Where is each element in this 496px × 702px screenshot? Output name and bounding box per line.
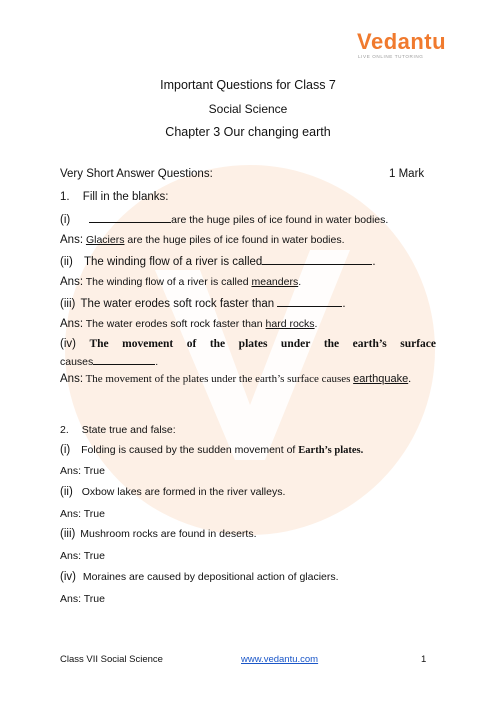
- q1-item-2: (ii) The winding flow of a river is called .: [60, 256, 376, 268]
- q2-item-1-label: (i): [60, 444, 71, 456]
- q1-item-3-answer: Ans: The water erodes soft rock faster than hard rocks.: [60, 318, 318, 330]
- q2-heading: [60, 424, 176, 436]
- answer-prefix: Ans:: [60, 276, 84, 288]
- q2-item-2-label: (ii): [60, 486, 73, 498]
- question-word: surface: [400, 338, 436, 350]
- chapter-title: Chapter 3 Our changing earth: [165, 125, 331, 139]
- vedantu-logo: [357, 29, 447, 63]
- answer-keyword: hard rocks: [265, 318, 315, 330]
- answer-text: The winding flow of a river is called: [85, 276, 249, 288]
- q2-item-4-label: (iv): [60, 571, 76, 583]
- q2-title: State true and false:: [81, 424, 176, 436]
- q1-item-2-answer: Ans: The winding flow of a river is called meanders.: [60, 276, 302, 288]
- fill-blank: [277, 296, 342, 307]
- q1-item-3: (iii) The water erodes soft rock faster than .: [60, 298, 346, 310]
- logo-tagline: LIVE ONLINE TUTORING: [358, 54, 424, 59]
- q1-item-4-label: (iv): [60, 338, 76, 350]
- q2-number: 2.: [60, 424, 69, 436]
- answer-prefix: Ans:: [60, 373, 84, 385]
- fill-blank: [93, 354, 155, 365]
- q2-item-1: [60, 444, 363, 456]
- answer-prefix: Ans:: [60, 234, 84, 246]
- q1-item-3-question: The water erodes soft rock faster than: [80, 298, 275, 310]
- question-word: the: [323, 338, 340, 350]
- q2-item-1-question: Folding is caused by the sudden movement of: [81, 444, 296, 456]
- subject-title: Social Science: [208, 102, 288, 116]
- answer-text: The water erodes soft rock faster than: [85, 318, 263, 330]
- fill-blank: [89, 212, 171, 223]
- answer-keyword: earthquake: [353, 373, 409, 385]
- logo-wordmark: Vedantu: [357, 29, 447, 54]
- question-word: the: [209, 338, 226, 350]
- fill-blank: [262, 254, 372, 265]
- answer-keyword: Glaciers: [85, 234, 125, 246]
- q2-item-3-label: (iii): [60, 528, 76, 540]
- q2-item-4: [60, 571, 339, 583]
- q1-item-1-question: are the huge piles of ice found in water bodies.: [171, 214, 389, 226]
- question-word: The: [89, 338, 109, 350]
- q2-item-3-question: Mushroom rocks are found in deserts.: [80, 528, 257, 540]
- q1-title: Fill in the blanks:: [82, 191, 169, 203]
- section-marks: 1 Mark: [389, 168, 425, 180]
- answer-text: are the huge piles of ice found in water bodies.: [127, 234, 345, 246]
- question-word: earth’s: [352, 338, 387, 350]
- q2-item-4-answer: Ans: True: [60, 593, 105, 605]
- answer-prefix: Ans:: [60, 318, 84, 330]
- q2-item-4-question: Moraines are caused by depositional action of glaciers.: [82, 571, 339, 583]
- question-word: of: [186, 338, 197, 350]
- document-title: Important Questions for Class 7: [160, 78, 336, 92]
- question-word: under: [280, 338, 311, 350]
- page-number: 1: [421, 654, 427, 665]
- q1-item-4-question-tail: causes: [60, 356, 94, 368]
- q1-item-2-label: (ii): [60, 256, 73, 268]
- footer-class-label: Class VII Social Science: [60, 654, 163, 665]
- q1-item-4-continued: causes .: [60, 356, 159, 368]
- q1-item-1-answer: [60, 234, 345, 246]
- question-word: plates: [238, 338, 268, 350]
- q1-number: 1.: [60, 191, 70, 203]
- answer-keyword: meanders: [251, 276, 299, 288]
- section-heading: Very Short Answer Questions:: [60, 168, 213, 180]
- answer-text: The movement of the plates under the earth’s surface causes: [85, 373, 351, 385]
- q2-item-1-question-bold: Earth’s plates.: [298, 445, 364, 456]
- q1-item-3-label: (iii): [60, 298, 76, 310]
- q1-item-4: [60, 338, 436, 350]
- q2-item-2-answer: Ans: True: [60, 508, 105, 520]
- q1-item-1-label: (i): [60, 214, 71, 226]
- q2-item-2: [60, 486, 285, 498]
- q1-item-4-answer: Ans: The movement of the plates under the earth’s surface causes earthquake.: [60, 373, 411, 385]
- q2-item-2-question: Oxbow lakes are formed in the river valleys.: [81, 486, 286, 498]
- question-word: movement: [122, 338, 174, 350]
- q2-item-3-answer: Ans: True: [60, 550, 105, 562]
- q1-item-2-question: The winding flow of a river is called: [83, 256, 263, 268]
- q2-item-1-answer: Ans: True: [60, 465, 105, 477]
- q1-item-1: [60, 212, 388, 226]
- footer-website-link[interactable]: www.vedantu.com: [241, 654, 319, 665]
- q2-item-3: [60, 528, 257, 540]
- q1-heading: [60, 191, 168, 203]
